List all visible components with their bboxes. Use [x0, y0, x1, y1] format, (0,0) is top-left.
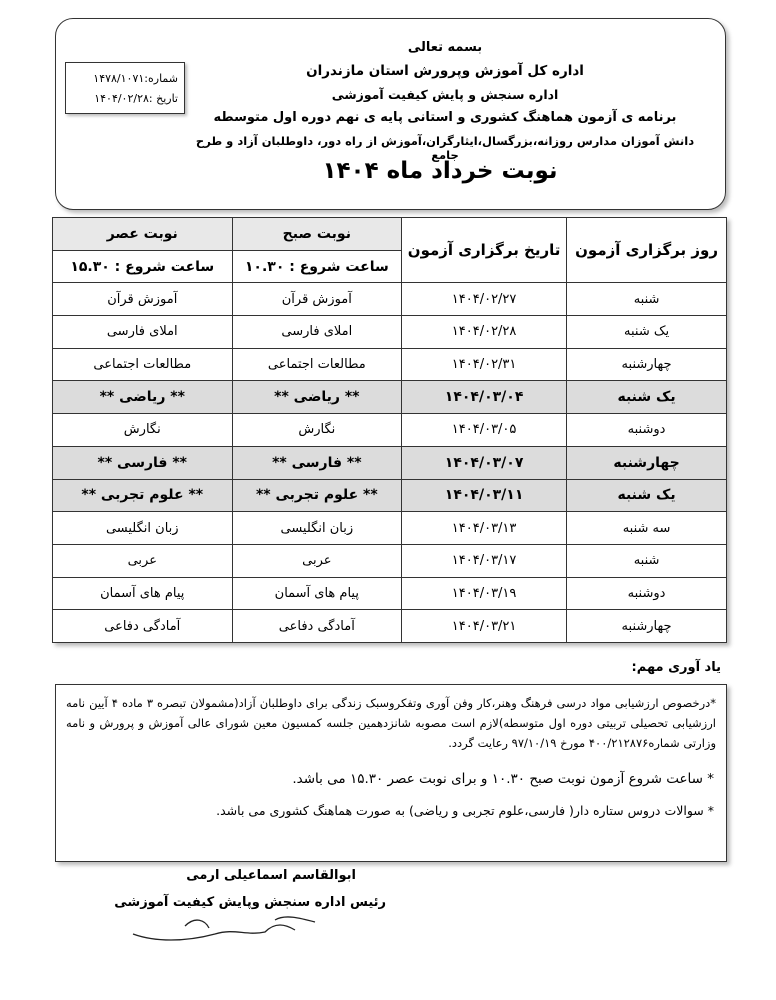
cell-morning-subject: نگارش: [232, 414, 402, 447]
cell-afternoon-subject: ** فارسی **: [53, 446, 233, 479]
table-row: [53, 512, 727, 545]
table-row: [53, 414, 727, 447]
table-row: [53, 283, 727, 316]
cell-morning-subject: آموزش قرآن: [232, 283, 402, 316]
cell-morning-subject: عربی: [232, 544, 402, 577]
cell-morning-subject: پیام های آسمان: [232, 577, 402, 610]
cell-afternoon-subject: نگارش: [53, 414, 233, 447]
notes-title: یاد آوری مهم:: [631, 660, 721, 675]
cell-date: ۱۴۰۴/۰۳/۱۷: [402, 544, 567, 577]
table-row: [53, 610, 727, 643]
cell-day: چهارشنبه: [567, 610, 727, 643]
note-starred-subjects: * سوالات دروس ستاره دار( فارسی،علوم تجربی و ریاضی) به صورت هماهنگ کشوری می باشد.: [216, 803, 714, 818]
cell-date: ۱۴۰۴/۰۳/۲۱: [402, 610, 567, 643]
signatory-name: ابوالقاسم اسماعیلی ارمی: [186, 868, 356, 883]
program-title: برنامه ی آزمون هماهنگ کشوری و استانی پایه ی نهم دوره اول متوسطه: [213, 110, 677, 125]
cell-afternoon-subject: عربی: [53, 544, 233, 577]
cell-day: یک شنبه: [567, 316, 727, 349]
table-row: [53, 381, 727, 414]
cell-afternoon-subject: ** علوم تجربی **: [53, 479, 233, 512]
cell-date: ۱۴۰۴/۰۳/۰۵: [402, 414, 567, 447]
header-date: تاریخ برگزاری آزمون: [402, 218, 567, 283]
note-start-times: * ساعت شروع آزمون نوبت صبح ۱۰.۳۰ و برای نوبت عصر ۱۵.۳۰ می باشد.: [292, 771, 714, 787]
reference-number: شماره:۱۴۷۸/۱۰۷۱: [93, 72, 178, 85]
header-afternoon-start: ساعت شروع : ۱۵.۳۰: [53, 250, 233, 283]
table-row: [53, 577, 727, 610]
cell-afternoon-subject: آموزش قرآن: [53, 283, 233, 316]
cell-afternoon-subject: زبان انگلیسی: [53, 512, 233, 545]
cell-date: ۱۴۰۴/۰۳/۱۹: [402, 577, 567, 610]
cell-day: شنبه: [567, 283, 727, 316]
audience-line: دانش آموزان مدارس روزانه،بزرگسال،ایثارگران،آموزش از راه دور، داوطلبان آزاد و طرح جامع: [195, 134, 695, 162]
cell-date: ۱۴۰۴/۰۳/۱۳: [402, 512, 567, 545]
cell-date: ۱۴۰۴/۰۲/۲۸: [402, 316, 567, 349]
cell-date: ۱۴۰۴/۰۳/۰۷: [402, 446, 567, 479]
table-row: [53, 479, 727, 512]
cell-date: ۱۴۰۴/۰۲/۳۱: [402, 348, 567, 381]
cell-afternoon-subject: پیام های آسمان: [53, 577, 233, 610]
cell-day: شنبه: [567, 544, 727, 577]
schedule-body: [53, 283, 727, 643]
document-title: نوبت خرداد ماه ۱۴۰۴: [322, 158, 558, 184]
table-row: [53, 446, 727, 479]
cell-morning-subject: مطالعات اجتماعی: [232, 348, 402, 381]
cell-date: ۱۴۰۴/۰۳/۰۴: [402, 381, 567, 414]
exam-schedule-table: [52, 217, 727, 643]
table-row: [53, 348, 727, 381]
note-free-candidates: *درخصوص ارزشیابی مواد درسی فرهنگ وهنر،کار وفن آوری وتفکروسبک زندگی برای داوطلبان آزاد(مشمولان تبصره ۳ ماده ۴ آیین نامه ارزشیابی تحصیلی تربیتی دوره اول متوسطه)لازم است مصوبه شانزدهمین جلسه کمسیون معین شورای عالی آموزش و پرورش و نامه وزارتی شماره۴۰۰/۲۱۲۸۷۶ مورخ ۹۷/۱۰/۱۹ رعایت گردد.: [66, 696, 716, 750]
notes-box: [55, 684, 727, 862]
reference-box: [65, 62, 185, 114]
header-afternoon: نوبت عصر: [53, 218, 233, 251]
cell-day: یک شنبه: [567, 381, 727, 414]
bismillah: بسمه تعالی: [407, 40, 483, 55]
cell-day: چهارشنبه: [567, 446, 727, 479]
reference-date: تاریخ :۱۴۰۴/۰۲/۲۸: [94, 92, 178, 105]
cell-day: چهارشنبه: [567, 348, 727, 381]
cell-morning-subject: آمادگی دفاعی: [232, 610, 402, 643]
cell-morning-subject: املای فارسی: [232, 316, 402, 349]
cell-afternoon-subject: ** ریاضی **: [53, 381, 233, 414]
header-morning: نوبت صبح: [232, 218, 402, 251]
cell-afternoon-subject: مطالعات اجتماعی: [53, 348, 233, 381]
department-name: اداره سنجش و پایش کیفیت آموزشی: [331, 87, 559, 102]
table-row: [53, 544, 727, 577]
cell-date: ۱۴۰۴/۰۲/۲۷: [402, 283, 567, 316]
cell-afternoon-subject: آمادگی دفاعی: [53, 610, 233, 643]
cell-day: سه شنبه: [567, 512, 727, 545]
cell-date: ۱۴۰۴/۰۳/۱۱: [402, 479, 567, 512]
cell-morning-subject: ** علوم تجربی **: [232, 479, 402, 512]
cell-day: یک شنبه: [567, 479, 727, 512]
table-row: [53, 316, 727, 349]
handwritten-signature: [125, 912, 335, 952]
cell-morning-subject: زبان انگلیسی: [232, 512, 402, 545]
header-morning-start: ساعت شروع : ۱۰.۳۰: [232, 250, 402, 283]
organization-name: اداره کل آموزش وپرورش استان مازندران: [306, 63, 584, 79]
cell-morning-subject: ** فارسی **: [232, 446, 402, 479]
cell-morning-subject: ** ریاضی **: [232, 381, 402, 414]
cell-afternoon-subject: املای فارسی: [53, 316, 233, 349]
cell-day: دوشنبه: [567, 577, 727, 610]
cell-day: دوشنبه: [567, 414, 727, 447]
header-day: روز برگزاری آزمون: [567, 218, 727, 283]
signatory-position: رئیس اداره سنجش وپایش کیفیت آموزشی: [114, 895, 386, 910]
